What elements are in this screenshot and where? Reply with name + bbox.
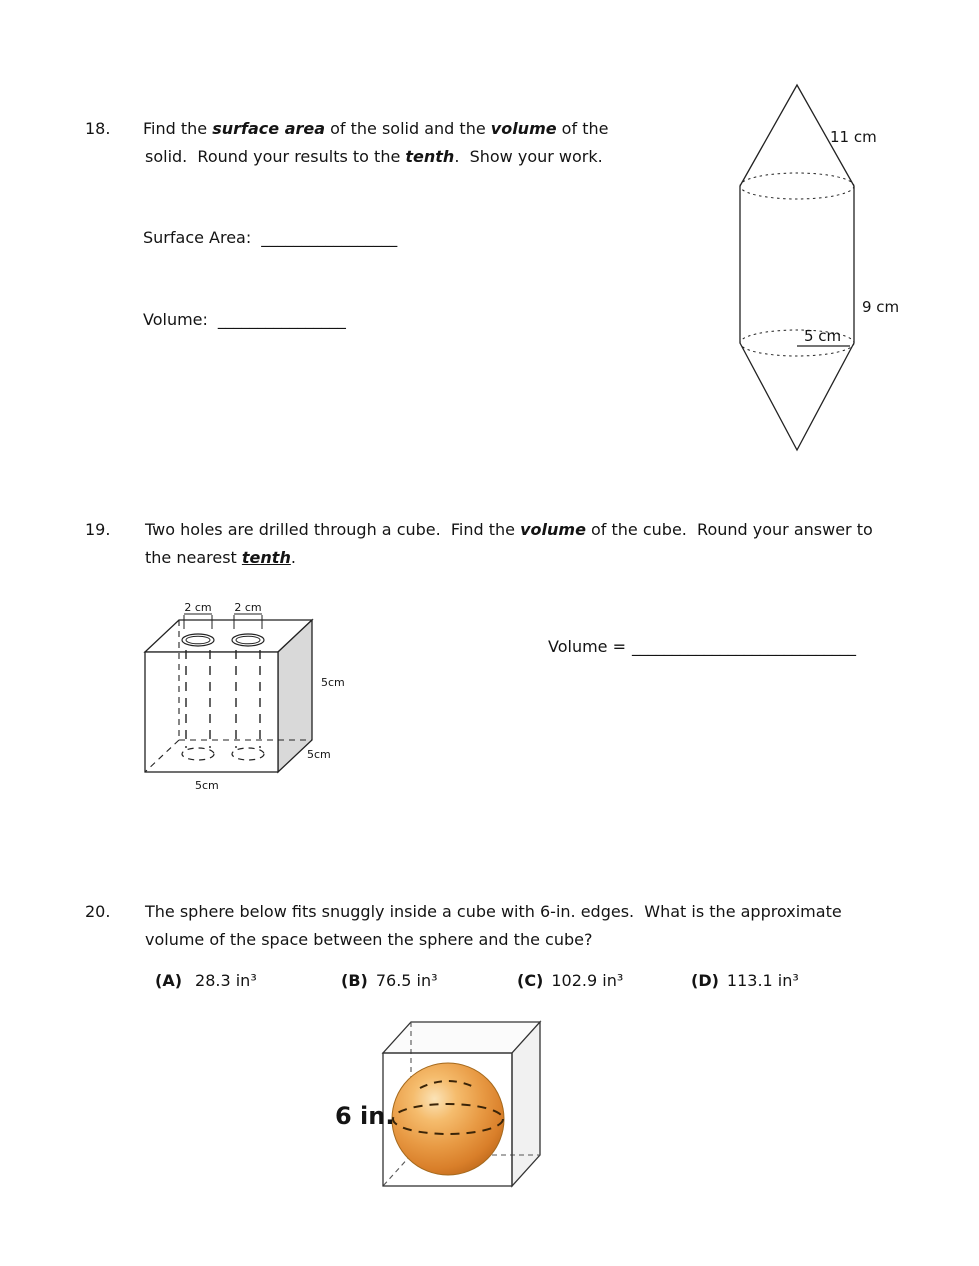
volume-label: Volume: — [143, 310, 208, 329]
volume-equals-label: Volume = — [548, 637, 626, 656]
volume-answer-blank: ____________________________ — [632, 637, 856, 656]
choice-a-letter: (A) — [155, 971, 183, 990]
choice-d-letter: (D) — [691, 971, 719, 990]
text-segment: Find the — [143, 119, 213, 138]
choice-b-letter: (B) — [341, 971, 368, 990]
choice-c — [517, 971, 623, 991]
q18-surface-area-row — [143, 228, 397, 248]
q19-text-line1 — [145, 520, 873, 540]
cube-front-face — [145, 652, 278, 772]
hidden-bottom-left-edge — [383, 1155, 411, 1186]
text-segment: of the — [556, 119, 609, 138]
surface-area-answer-blank: _________________ — [261, 228, 398, 247]
sphere-in-cube-figure — [320, 1012, 555, 1202]
cube-edge-length-label: 6 in. — [335, 1102, 395, 1130]
emphasis-volume: volume — [520, 520, 586, 539]
emphasis-volume: volume — [490, 119, 557, 138]
choice-a-value: 28.3 in³ — [195, 971, 257, 990]
hole1-diameter-label: 2 cm — [184, 601, 212, 614]
q18-text-line1 — [143, 119, 608, 139]
cylinder-height-label: 9 cm — [862, 298, 900, 316]
cube-height-label: 5cm — [321, 676, 345, 689]
emphasis-surface-area: surface area — [212, 119, 326, 138]
radius-label: 5 cm — [804, 327, 842, 345]
text-segment: . — [290, 548, 296, 567]
bottom-cone-edges — [740, 343, 854, 450]
q19-text-line2 — [145, 548, 296, 568]
q18-number: 18. — [85, 119, 111, 138]
text-segment: of the cube. Round your answer to — [585, 520, 873, 539]
volume-answer-blank: ________________ — [217, 310, 346, 329]
text-segment: of the solid and the — [325, 119, 491, 138]
choice-d — [691, 971, 799, 991]
hole2-diameter-label: 2 cm — [234, 601, 262, 614]
slant-height-label: 11 cm — [830, 128, 877, 146]
q20-text-line1: The sphere below fits snuggly inside a cube with 6-in. edges. What is the approximate — [145, 902, 842, 921]
text-segment: . Show your work. — [454, 147, 603, 166]
choice-d-value: 113.1 in³ — [726, 971, 799, 990]
inscribed-sphere — [392, 1063, 504, 1175]
text-segment: solid. Round your results to the — [145, 147, 406, 166]
cylinder-top-ellipse — [740, 173, 854, 199]
text-segment: Two holes are drilled through a cube. Find the — [145, 520, 521, 539]
cube-width-label: 5cm — [195, 779, 219, 792]
surface-area-label: Surface Area: — [143, 228, 252, 247]
emphasis-tenth: tenth — [405, 147, 455, 166]
q18-text-line2 — [145, 147, 603, 167]
text-segment: the nearest — [145, 548, 242, 567]
choice-b — [341, 971, 438, 991]
q19-number: 19. — [85, 520, 111, 539]
q20-text-line2: volume of the space between the sphere and the cube? — [145, 930, 593, 949]
choice-c-letter: (C) — [517, 971, 544, 990]
bicone-cylinder-figure — [700, 78, 900, 463]
emphasis-tenth-underlined: tenth — [241, 548, 291, 567]
q20-number: 20. — [85, 902, 111, 921]
choice-b-value: 76.5 in³ — [375, 971, 438, 990]
cube-depth-label: 5cm — [307, 748, 331, 761]
choice-a — [155, 971, 257, 991]
choice-c-value: 102.9 in³ — [551, 971, 624, 990]
q19-volume-row — [548, 637, 856, 657]
cube-with-holes-figure — [140, 598, 355, 798]
q18-volume-row — [143, 310, 346, 330]
